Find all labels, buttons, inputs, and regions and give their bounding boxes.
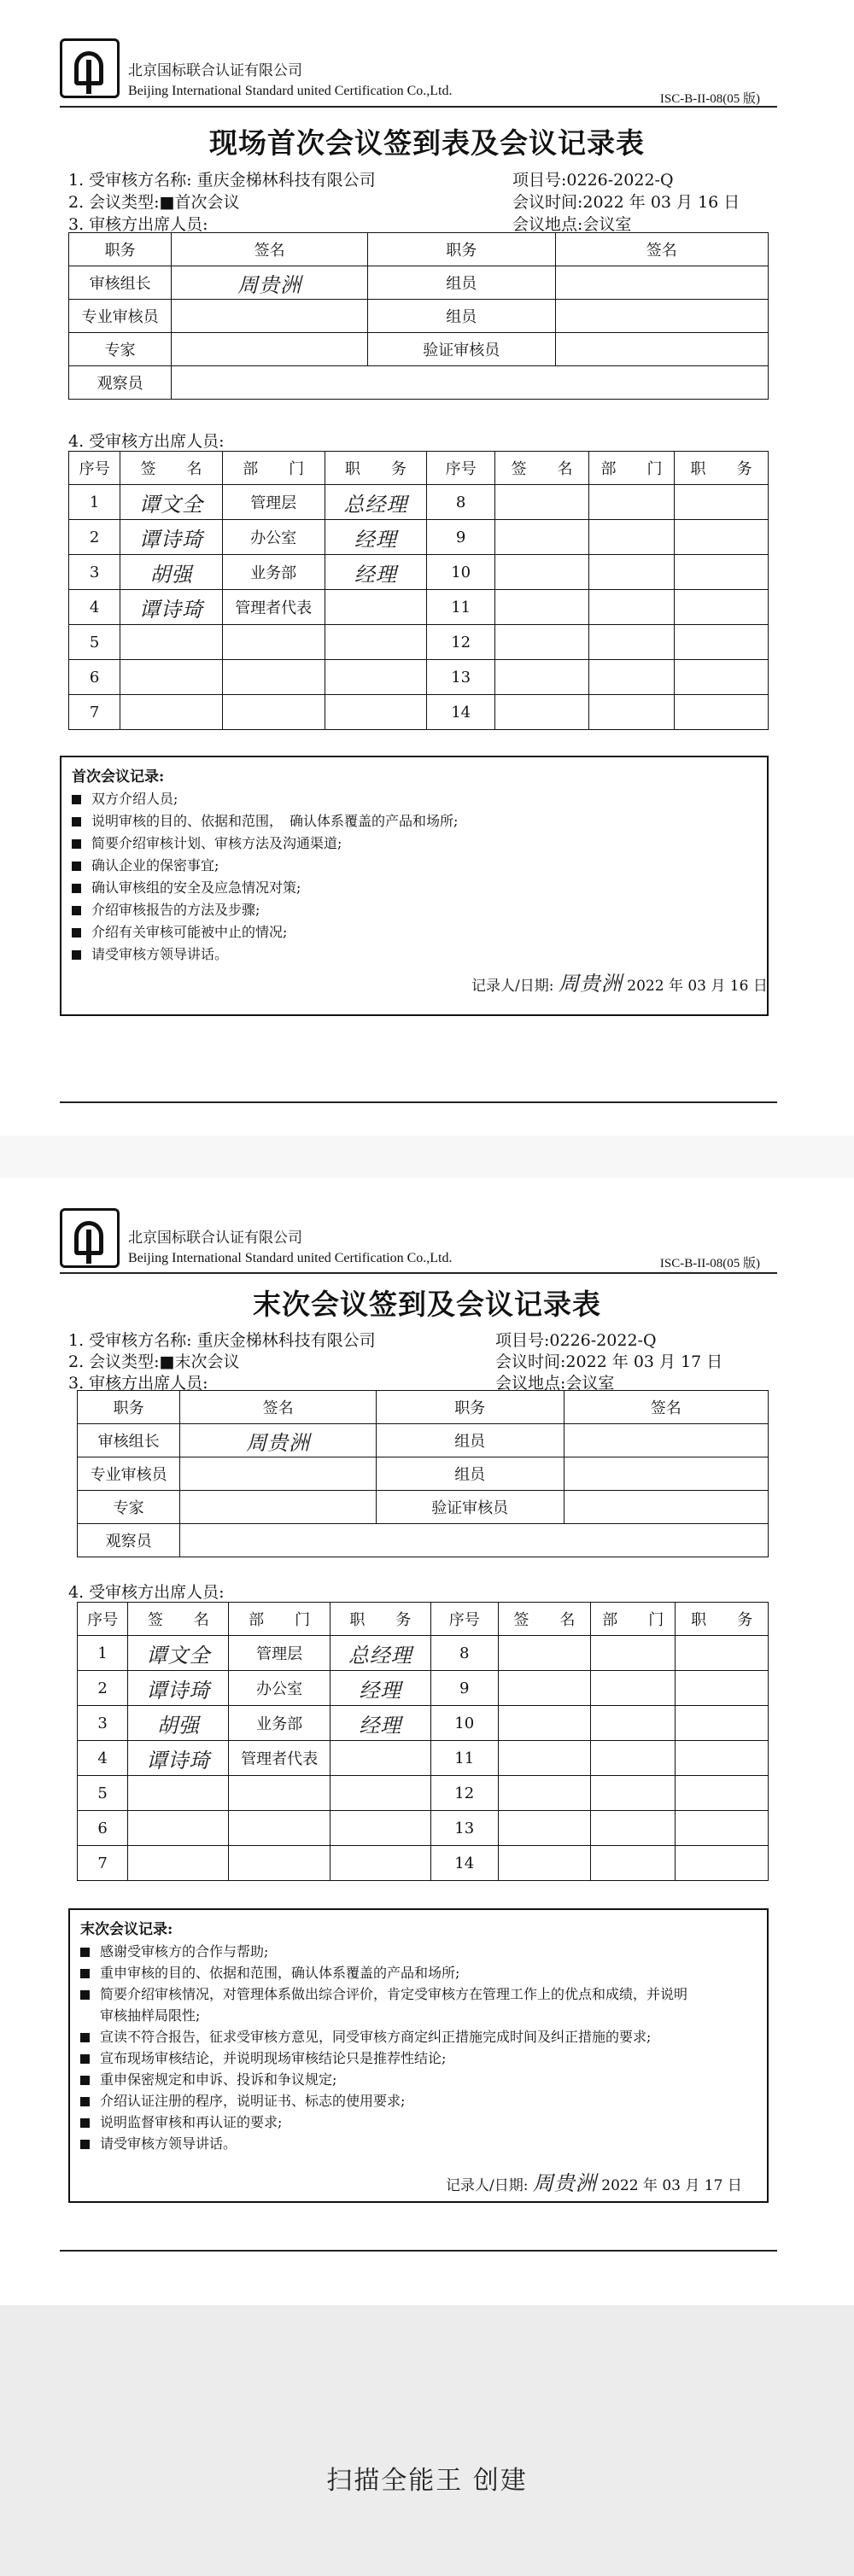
attendee-number: 13 xyxy=(427,660,495,695)
attendee-signature: 谭文全 xyxy=(120,485,223,520)
form-code: ISC-B-II-08(05 版) xyxy=(659,92,760,106)
auditor-section-label: 3. 审核方出席人员: xyxy=(68,1374,208,1393)
attendee-header-cell: 签 名 xyxy=(128,1603,229,1636)
attendee-header-cell: 职 务 xyxy=(325,452,427,485)
attendee-signature: 谭文全 xyxy=(128,1636,229,1671)
attendee-position xyxy=(675,520,769,555)
auditor-role2: 组员 xyxy=(376,1457,564,1491)
attendee-signature xyxy=(128,1776,229,1811)
company-label: 1. 受审核方名称: xyxy=(68,1331,192,1350)
attendee-number: 4 xyxy=(69,590,120,625)
auditor-role2: 验证审核员 xyxy=(367,333,555,366)
attendee-number: 13 xyxy=(430,1811,498,1846)
attendee-row xyxy=(78,1706,769,1741)
auditor-role2: 验证审核员 xyxy=(376,1491,564,1524)
attendee-header-cell: 序号 xyxy=(78,1603,128,1636)
attendee-row xyxy=(78,1741,769,1776)
attendee-number: 11 xyxy=(427,590,495,625)
recorder-signature: 周贵洲 xyxy=(558,972,623,996)
bullet-square-icon xyxy=(72,795,81,804)
auditor-signature2 xyxy=(555,266,768,300)
auditor-signature: 周贵洲 xyxy=(172,266,368,300)
record-item-text: 宣布现场审核结论，并说明现场审核结论只是推荐性结论; xyxy=(100,2050,447,2066)
attendee-number: 12 xyxy=(427,625,495,660)
auditor-signature xyxy=(180,1524,769,1557)
attendee-row xyxy=(78,1776,769,1811)
attendee-header-cell: 序号 xyxy=(69,452,120,485)
attendee-row xyxy=(69,695,769,730)
attendee-department: 管理者代表 xyxy=(222,590,325,625)
attendee-header-cell: 职 务 xyxy=(675,452,769,485)
bullet-square-icon xyxy=(72,950,81,960)
record-item xyxy=(72,855,219,874)
bullet-square-icon xyxy=(72,862,81,871)
attendee-row xyxy=(69,590,769,625)
attendee-signature xyxy=(495,520,589,555)
auditor-header-sign2: 签名 xyxy=(564,1391,769,1424)
record-item-text: 感谢受审核方的合作与帮助; xyxy=(100,1943,269,1960)
attendee-signature: 胡强 xyxy=(120,555,223,590)
bullet-square-icon xyxy=(72,906,81,915)
attendee-department xyxy=(229,1811,330,1846)
org-name-cn: 北京国标联合认证有限公司 xyxy=(128,62,302,79)
attendee-department: 管理层 xyxy=(229,1636,330,1671)
attendee-signature: 谭诗琦 xyxy=(120,520,223,555)
bullet-square-icon xyxy=(72,928,81,938)
meeting-record-box xyxy=(68,1908,769,2203)
attendee-department xyxy=(229,1846,330,1881)
attendee-position xyxy=(676,1776,769,1811)
attendee-number: 7 xyxy=(69,695,120,730)
auditor-section-label: 3. 审核方出席人员: xyxy=(68,215,208,234)
attendee-row xyxy=(78,1671,769,1706)
page-bottom-line xyxy=(60,1101,777,1103)
record-item xyxy=(80,1941,268,1960)
auditor-signature xyxy=(180,1457,377,1491)
record-item-text: 简要介绍审核情况，对管理体系做出综合评价，肯定受审核方在管理工作上的优点和成绩，并说明 xyxy=(100,1986,688,2002)
attendee-position xyxy=(675,695,769,730)
attendee-number: 6 xyxy=(78,1811,128,1846)
page-title: 末次会议签到及会议记录表 xyxy=(253,1288,601,1321)
attendee-department xyxy=(588,590,674,625)
recorder-label: 记录人/日期: xyxy=(471,978,554,995)
record-item xyxy=(80,2133,237,2153)
record-item-text: 请受审核方领导讲话。 xyxy=(100,2135,237,2152)
record-item-text: 重申保密规定和申诉、投诉和争议规定; xyxy=(100,2071,337,2088)
attendee-number: 10 xyxy=(427,555,495,590)
record-item xyxy=(80,2112,282,2131)
attendee-signature xyxy=(120,625,223,660)
attendee-position: 经理 xyxy=(325,555,427,590)
project-row xyxy=(495,1328,657,1351)
page-separator xyxy=(0,1136,854,1178)
auditor-header-sign: 签名 xyxy=(172,233,368,266)
record-item-text: 说明审核的目的、依据和范围， 确认体系覆盖的产品和场所; xyxy=(91,813,459,829)
attendee-signature: 谭诗琦 xyxy=(128,1671,229,1706)
record-item-text: 重申审核的目的、依据和范围，确认体系覆盖的产品和场所; xyxy=(100,1965,460,1981)
auditor-signature2 xyxy=(564,1457,769,1491)
attendee-department xyxy=(591,1811,676,1846)
attendee-position xyxy=(330,1846,430,1881)
auditor-role: 专业审核员 xyxy=(69,300,172,333)
attendee-header-cell: 签 名 xyxy=(120,452,223,485)
attendee-signature xyxy=(495,695,589,730)
attendee-position xyxy=(676,1811,769,1846)
attendee-position xyxy=(325,695,427,730)
attendee-signature xyxy=(120,695,223,730)
meeting-time-row xyxy=(495,1349,722,1372)
attendee-department: 管理层 xyxy=(222,485,325,520)
attendee-signature xyxy=(498,1671,591,1706)
project-number: 0226-2022-Q xyxy=(566,171,674,190)
org-name-en: Beijing International Standard united Certification Co.,Ltd. xyxy=(128,1251,453,1265)
attendee-position: 经理 xyxy=(330,1671,430,1706)
meeting-place-label: 会议地点: xyxy=(495,1374,566,1393)
attendee-position xyxy=(675,485,769,520)
bullet-square-icon xyxy=(80,1969,90,1978)
attendee-department xyxy=(222,625,325,660)
attendee-number: 3 xyxy=(78,1706,128,1741)
attendee-row xyxy=(69,625,769,660)
company-row xyxy=(68,1328,376,1351)
company-label: 1. 受审核方名称: xyxy=(68,171,192,190)
attendee-number: 5 xyxy=(78,1776,128,1811)
attendee-signature xyxy=(498,1636,591,1671)
meeting-type-value: ■首次会议 xyxy=(159,193,240,212)
attendee-row xyxy=(69,485,769,520)
meeting-time-value: 2022 年 03 月 17 日 xyxy=(565,1352,723,1371)
bullet-square-icon xyxy=(80,1990,90,2000)
attendee-header-cell: 签 名 xyxy=(498,1603,591,1636)
attendee-signature xyxy=(128,1811,229,1846)
attendee-row xyxy=(78,1811,769,1846)
attendee-department: 管理者代表 xyxy=(229,1741,330,1776)
meeting-type-row xyxy=(68,1349,240,1372)
attendee-department xyxy=(588,660,674,695)
scanner-watermark: 扫描全能王 创建 xyxy=(326,2466,528,2496)
record-item-text: 简要介绍审核计划、审核方法及沟通渠道; xyxy=(91,835,342,851)
auditor-role: 观察员 xyxy=(78,1524,180,1557)
record-item xyxy=(80,2047,446,2067)
attendee-number: 8 xyxy=(430,1636,498,1671)
attendee-header-cell: 职 务 xyxy=(676,1603,769,1636)
attendee-department xyxy=(588,555,674,590)
record-item xyxy=(80,1983,687,2003)
recorder-signature: 周贵洲 xyxy=(532,2171,597,2195)
attendee-signature xyxy=(120,660,223,695)
attendee-position xyxy=(676,1741,769,1776)
auditor-signature xyxy=(172,333,368,366)
record-item xyxy=(72,899,260,919)
attendee-number: 12 xyxy=(430,1776,498,1811)
attendee-department xyxy=(222,660,325,695)
record-item-text: 确认审核组的安全及应急情况对策; xyxy=(91,879,301,896)
attendee-signature xyxy=(495,590,589,625)
org-name-en: Beijing International Standard united Certification Co.,Ltd. xyxy=(128,84,453,98)
attendee-number: 9 xyxy=(430,1671,498,1706)
attendee-position xyxy=(325,660,427,695)
meeting-type-label: 2. 会议类型: xyxy=(68,193,160,212)
project-label: 项目号: xyxy=(512,171,567,190)
record-title: 首次会议记录: xyxy=(72,768,165,786)
attendee-number: 1 xyxy=(78,1636,128,1671)
attendee-position xyxy=(675,590,769,625)
auditor-table xyxy=(77,1390,769,1557)
record-item-text: 介绍认证注册的程序，说明证书、标志的使用要求; xyxy=(100,2093,406,2109)
attendee-signature: 谭诗琦 xyxy=(120,590,223,625)
attendee-number: 14 xyxy=(430,1846,498,1881)
bullet-square-icon xyxy=(80,2140,90,2149)
meeting-place-label: 会议地点: xyxy=(512,215,583,234)
attendee-department xyxy=(588,695,674,730)
attendee-position xyxy=(325,590,427,625)
bullet-square-icon xyxy=(72,839,81,849)
org-name-cn: 北京国标联合认证有限公司 xyxy=(128,1230,302,1247)
bullet-square-icon xyxy=(80,2033,90,2042)
attendee-header-cell: 部 门 xyxy=(229,1603,330,1636)
attendee-signature xyxy=(498,1846,591,1881)
record-item xyxy=(80,2026,651,2046)
attendee-position: 总经理 xyxy=(325,485,427,520)
attendee-department xyxy=(591,1706,676,1741)
attendee-number: 7 xyxy=(78,1846,128,1881)
attendee-position xyxy=(676,1706,769,1741)
attendee-header-cell: 序号 xyxy=(430,1603,498,1636)
bullet-square-icon xyxy=(80,2118,90,2128)
auditor-role2: 组员 xyxy=(367,266,555,300)
attendee-signature: 胡强 xyxy=(128,1706,229,1741)
auditor-header-role2: 职务 xyxy=(376,1391,564,1424)
scanner-footer-band xyxy=(0,2305,854,2576)
meeting-place-row xyxy=(512,212,631,235)
header-divider xyxy=(60,1272,777,1274)
record-item xyxy=(72,832,342,852)
bullet-square-icon xyxy=(80,2076,90,2085)
attendee-number: 14 xyxy=(427,695,495,730)
attendee-number: 10 xyxy=(430,1706,498,1741)
attendee-row xyxy=(78,1846,769,1881)
record-item-text: 确认企业的保密事宜; xyxy=(91,857,219,873)
record-item-text: 审核抽样局限性; xyxy=(100,2007,201,2024)
header-divider xyxy=(60,106,777,108)
auditor-signature2 xyxy=(555,333,768,366)
attendee-signature xyxy=(495,555,589,590)
auditee-section-label: 4. 受审核方出席人员: xyxy=(68,1583,225,1602)
auditor-table xyxy=(68,232,769,400)
record-date: 2022 年 03 月 16 日 xyxy=(627,978,768,995)
attendee-table xyxy=(77,1602,769,1881)
attendee-position xyxy=(675,625,769,660)
record-item-text: 介绍有关审核可能被中止的情况; xyxy=(91,924,288,940)
bullet-square-icon xyxy=(72,884,81,893)
attendee-position xyxy=(676,1671,769,1706)
attendee-position xyxy=(325,625,427,660)
meeting-type-value: ■末次会议 xyxy=(159,1352,240,1371)
attendee-department xyxy=(591,1636,676,1671)
project-number: 0226-2022-Q xyxy=(549,1331,657,1350)
recorder-label: 记录人/日期: xyxy=(446,2177,529,2194)
attendee-row xyxy=(69,555,769,590)
attendee-department: 办公室 xyxy=(222,520,325,555)
attendee-department xyxy=(588,485,674,520)
attendee-position xyxy=(330,1776,430,1811)
attendee-department xyxy=(222,695,325,730)
meeting-type-label: 2. 会议类型: xyxy=(68,1352,160,1371)
company-logo-icon xyxy=(60,38,120,98)
attendee-number: 8 xyxy=(427,485,495,520)
attendee-position: 总经理 xyxy=(330,1636,430,1671)
record-item xyxy=(72,921,287,941)
auditee-section-label: 4. 受审核方出席人员: xyxy=(68,432,225,451)
auditor-role2: 组员 xyxy=(376,1424,564,1457)
attendee-header-cell: 部 门 xyxy=(588,452,674,485)
attendee-signature: 谭诗琦 xyxy=(128,1741,229,1776)
record-item xyxy=(72,810,458,830)
auditor-role: 专业审核员 xyxy=(78,1457,180,1491)
record-item xyxy=(80,2005,200,2024)
attendee-table xyxy=(68,451,769,730)
meeting-type-row xyxy=(68,190,240,213)
meeting-place-value: 会议室 xyxy=(582,215,632,234)
attendee-header-cell: 签 名 xyxy=(495,452,589,485)
project-label: 项目号: xyxy=(495,1331,550,1350)
meeting-record-box xyxy=(60,756,769,1016)
auditor-role: 审核组长 xyxy=(78,1424,180,1457)
attendee-position xyxy=(676,1846,769,1881)
record-item-text: 介绍审核报告的方法及步骤; xyxy=(91,902,260,918)
document-page-last-meeting xyxy=(0,1178,854,2271)
attendee-number: 11 xyxy=(430,1741,498,1776)
attendee-department: 业务部 xyxy=(229,1706,330,1741)
attendee-department: 办公室 xyxy=(229,1671,330,1706)
attendee-position xyxy=(675,555,769,590)
meeting-time-value: 2022 年 03 月 16 日 xyxy=(582,193,740,212)
auditor-role: 专家 xyxy=(78,1491,180,1524)
attendee-header-cell: 职 务 xyxy=(330,1603,430,1636)
attendee-row xyxy=(69,660,769,695)
attendee-department xyxy=(591,1776,676,1811)
attendee-signature xyxy=(498,1776,591,1811)
auditor-header-role2: 职务 xyxy=(367,233,555,266)
attendee-header-cell: 序号 xyxy=(427,452,495,485)
attendee-number: 2 xyxy=(69,520,120,555)
attendee-position xyxy=(675,660,769,695)
record-item xyxy=(80,2090,405,2110)
page-title: 现场首次会议签到表及会议记录表 xyxy=(209,126,645,160)
project-row xyxy=(512,167,674,190)
attendee-number: 1 xyxy=(69,485,120,520)
attendee-number: 5 xyxy=(69,625,120,660)
attendee-position xyxy=(330,1741,430,1776)
attendee-signature xyxy=(498,1706,591,1741)
auditor-signature: 周贵洲 xyxy=(180,1424,377,1457)
company-name: 重庆金梯林科技有限公司 xyxy=(196,171,376,190)
auditor-role: 审核组长 xyxy=(69,266,172,300)
attendee-number: 6 xyxy=(69,660,120,695)
auditor-role: 观察员 xyxy=(69,366,172,400)
meeting-time-label: 会议时间: xyxy=(495,1352,566,1371)
attendee-number: 3 xyxy=(69,555,120,590)
record-item-text: 说明监督审核和再认证的要求; xyxy=(100,2114,283,2130)
record-item xyxy=(72,877,301,897)
bullet-square-icon xyxy=(80,1948,90,1957)
bullet-square-icon xyxy=(80,2054,90,2064)
attendee-number: 4 xyxy=(78,1741,128,1776)
attendee-department xyxy=(591,1671,676,1706)
recorder-row xyxy=(446,2166,742,2196)
document-page-first-meeting xyxy=(0,0,854,1136)
auditor-signature xyxy=(172,366,769,400)
auditor-role2: 组员 xyxy=(367,300,555,333)
attendee-signature xyxy=(495,625,589,660)
auditor-signature2 xyxy=(555,300,768,333)
attendee-signature xyxy=(498,1741,591,1776)
attendee-signature xyxy=(128,1846,229,1881)
record-date: 2022 年 03 月 17 日 xyxy=(601,2177,742,2194)
auditor-header-role: 职务 xyxy=(78,1391,180,1424)
company-logo-icon xyxy=(60,1208,120,1268)
attendee-header-cell: 部 门 xyxy=(222,452,325,485)
attendee-department xyxy=(591,1741,676,1776)
auditor-header-sign: 签名 xyxy=(180,1391,377,1424)
meeting-place-value: 会议室 xyxy=(565,1374,615,1393)
record-item xyxy=(72,943,228,963)
attendee-department xyxy=(591,1846,676,1881)
attendee-signature xyxy=(495,660,589,695)
company-name: 重庆金梯林科技有限公司 xyxy=(196,1331,376,1350)
auditor-signature2 xyxy=(564,1424,769,1457)
record-item-text: 宣读不符合报告，征求受审核方意见，同受审核方商定纠正措施完成时间及纠正措施的要求; xyxy=(100,2029,652,2045)
auditor-signature xyxy=(172,300,368,333)
auditor-signature2 xyxy=(564,1491,769,1524)
auditor-signature xyxy=(180,1491,377,1524)
meeting-time-row xyxy=(512,190,740,213)
attendee-position xyxy=(676,1636,769,1671)
company-row xyxy=(68,167,376,190)
attendee-signature xyxy=(498,1811,591,1846)
record-item-text: 请受审核方领导讲话。 xyxy=(91,946,229,962)
record-item-text: 双方介绍人员; xyxy=(91,791,178,807)
record-item xyxy=(80,2069,336,2088)
attendee-department xyxy=(588,625,674,660)
attendee-department: 业务部 xyxy=(222,555,325,590)
attendee-row xyxy=(69,520,769,555)
attendee-number: 9 xyxy=(427,520,495,555)
record-item xyxy=(72,788,178,808)
attendee-header-cell: 部 门 xyxy=(591,1603,676,1636)
bullet-square-icon xyxy=(80,2097,90,2106)
meeting-time-label: 会议时间: xyxy=(512,193,583,212)
auditor-header-role: 职务 xyxy=(69,233,172,266)
auditor-role: 专家 xyxy=(69,333,172,366)
attendee-department xyxy=(588,520,674,555)
page-bottom-line xyxy=(60,2250,777,2252)
attendee-department xyxy=(229,1776,330,1811)
attendee-number: 2 xyxy=(78,1671,128,1706)
form-code: ISC-B-II-08(05 版) xyxy=(659,1257,760,1270)
recorder-row xyxy=(471,967,768,996)
record-title: 末次会议记录: xyxy=(80,1921,173,1938)
auditor-header-sign2: 签名 xyxy=(555,233,768,266)
attendee-position xyxy=(330,1811,430,1846)
record-item xyxy=(80,1962,459,1982)
attendee-position: 经理 xyxy=(325,520,427,555)
bullet-square-icon xyxy=(72,817,81,827)
attendee-signature xyxy=(495,485,589,520)
attendee-row xyxy=(78,1636,769,1671)
attendee-position: 经理 xyxy=(330,1706,430,1741)
